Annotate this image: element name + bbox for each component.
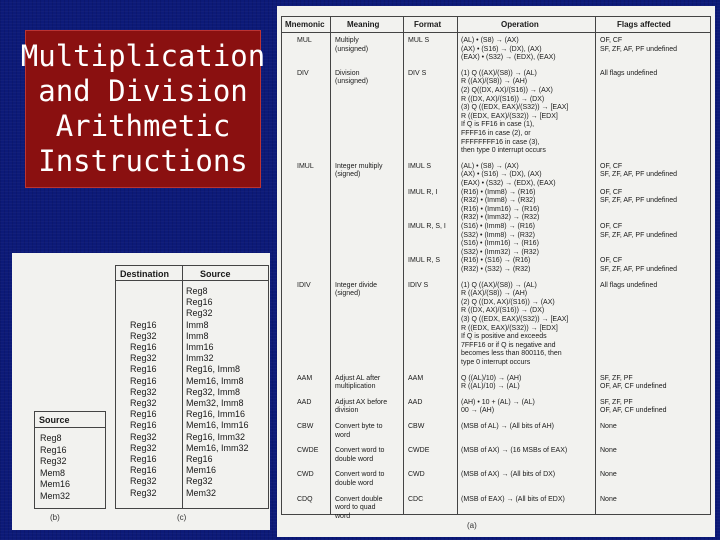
table-a-flags-cell: OF, CF: [600, 188, 623, 196]
table-a-mnemonic-cell: AAM: [297, 374, 313, 382]
table-a-format-cell: CBW: [408, 423, 425, 430]
table-a-flags-cell: SF, ZF, AF, PF undefined: [600, 266, 678, 273]
table-a-operation-cell: (1) Q ((AX)/(S8)) → (AL): [461, 281, 537, 289]
table-a-flags-cell: All flags undefined: [600, 69, 658, 77]
table-a-flags-cell: None: [600, 495, 617, 503]
table-a-operation-cell: (2) Q((DX, AX)/(S16)) → (AX): [461, 87, 553, 94]
table-c-source-cell: Mem16, Imm16: [186, 420, 249, 431]
table-a-operation-cell: (AX) • (S16) → (DX), (AX): [461, 45, 542, 53]
table-a-header-format: Format: [414, 20, 442, 29]
table-a-operation-cell: (3) Q ((EDX, EAX)/(S32)) → [EAX]: [461, 316, 569, 323]
table-a-meaning-cell: (signed): [335, 171, 361, 179]
table-c-header-source: Source: [200, 269, 231, 279]
table-c-destination-cell: Reg32: [130, 487, 157, 498]
table-c-destination-cell: Reg16: [130, 375, 157, 386]
table-a-header-operation: Operation: [501, 20, 539, 29]
table-c-source-cell: Reg16, Imm8: [186, 364, 241, 375]
table-c-destination-cell: Reg32: [130, 442, 157, 453]
table-a-format-cell: CDC: [408, 495, 424, 503]
table-a-meaning-cell: (signed): [335, 290, 361, 298]
table-a-operation-cell: 7FFF16 or if Q is negative and: [461, 341, 556, 349]
table-a-format-cell: AAM: [408, 374, 424, 382]
table-c-source-cell: Reg32: [186, 308, 213, 319]
table-a-format-cell: MUL S: [408, 37, 430, 44]
table-a-operation-cell: 00 → (AH): [461, 407, 495, 415]
table-a-operation-cell: (MSB of AL) → (All bits of AH): [461, 423, 554, 430]
table-b-source-cell: Reg32: [40, 456, 67, 466]
table-a-operation-cell: FFFFFFFF16 in case (3),: [461, 138, 540, 146]
table-c-source-cell: Reg16: [186, 297, 213, 308]
table-a-format-cell: IMUL R, S, I: [408, 223, 446, 230]
table-a-operation-cell: (AH) • 10 + (AL) → (AL): [461, 398, 535, 406]
table-c-destination-cell: Reg16: [130, 420, 157, 431]
table-a-flags-cell: SF, ZF, AF, PF undefined: [600, 197, 678, 205]
table-a-mnemonic-cell: IMUL: [297, 162, 314, 170]
table-a-operation-cell: (EAX) • (S32) → (EDX), (EAX): [461, 180, 556, 187]
table-a-flags-cell: OF, AF, CF undefined: [600, 407, 667, 415]
table-c-source-cell: Reg32: [186, 476, 213, 487]
table-a-mnemonic-cell: AAD: [297, 398, 312, 406]
table-a-meaning-cell: Adjust AL after: [335, 374, 381, 382]
table-c-source-cell: Mem32: [186, 487, 217, 498]
table-b-source-cell: Mem32: [40, 490, 71, 501]
table-a-header-meaning: Meaning: [347, 20, 380, 29]
table-c-destination-cell: Reg32: [130, 431, 157, 442]
table-a-meaning-cell: word: [335, 512, 351, 520]
table-a-operation-cell: (S32) • (Imm8) → (R32): [461, 231, 536, 239]
table-a-meaning-cell: division: [335, 407, 359, 415]
table-a-mnemonic-cell: MUL: [297, 37, 312, 44]
table-a-operation-cell: type 0 interrupt occurs: [461, 359, 531, 366]
table-c-destination-cell: Reg32: [130, 386, 157, 397]
table-a-operation-cell: If Q is positive and exceeds: [461, 333, 547, 341]
table-a-operation-cell: becomes less than 800116, then: [461, 350, 562, 358]
table-c-source-cell: Reg8: [186, 286, 208, 296]
table-a-meaning-cell: double word: [335, 455, 374, 463]
table-a-flags-cell: SF, ZF, AF, PF undefined: [600, 45, 678, 53]
right-table-image: [277, 6, 715, 537]
table-a-format-cell: IMUL R, S: [408, 257, 441, 265]
table-a-flags-cell: OF, AF, CF undefined: [600, 383, 667, 391]
table-a-operation-cell: (MSB of AX) → (16 MSBs of EAX): [461, 447, 568, 455]
table-a-meaning-cell: Convert word to: [335, 471, 385, 479]
table-a-operation-cell: (MSB of EAX) → (All bits of EDX): [461, 495, 565, 503]
table-c-destination-cell: Reg16: [130, 409, 157, 420]
table-a-flags-cell: SF, ZF, PF: [600, 374, 633, 382]
table-a-flags-cell: SF, ZF, AF, PF undefined: [600, 231, 678, 239]
table-a-operation-cell: (R32) • (Imm32) → (R32): [461, 214, 540, 222]
table-c-destination-cell: Reg16: [130, 454, 157, 464]
table-a-operation-cell: (1) Q ((AX)/(S8)) → (AL): [461, 69, 537, 77]
table-a-meaning-cell: Multiply: [335, 37, 359, 44]
table-a-operation-cell: (R32) • (Imm8) → (R32): [461, 197, 536, 205]
table-a-meaning-cell: Convert double: [335, 495, 383, 503]
table-c-source-cell: Mem16: [186, 465, 217, 476]
table-b-caption: (b): [50, 513, 60, 522]
table-a-meaning-cell: (unsigned): [335, 78, 369, 86]
table-c-source-cell: Imm8: [186, 319, 209, 330]
table-c-source-cell: Mem32, Imm8: [186, 398, 244, 408]
table-c-source-cell: Mem16, Imm32: [186, 442, 249, 453]
table-a-mnemonic-cell: IDIV: [297, 281, 311, 289]
table-a-mnemonic-cell: CWDE: [297, 447, 319, 455]
table-a-mnemonic-cell: DIV: [297, 69, 309, 77]
table-c-header-destination: Destination: [120, 269, 170, 279]
table-a-operation-cell: (MSB of AX) → (All bits of DX): [461, 471, 556, 479]
table-a-meaning-cell: (unsigned): [335, 45, 369, 53]
table-a-caption: (a): [467, 521, 477, 530]
table-a-meaning-cell: Convert word to: [335, 447, 385, 455]
table-a-format-cell: DIV S: [408, 69, 427, 77]
table-a-mnemonic-cell: CWD: [297, 471, 314, 479]
table-a-meaning-cell: word: [335, 431, 351, 439]
table-a-meaning-cell: Integer divide: [335, 281, 378, 289]
table-b-source-cell: Mem16: [40, 479, 71, 489]
table-a-format-cell: CWD: [408, 471, 425, 479]
table-a-operation-cell: R ((DX, AX)/(S16)) → (DX): [461, 95, 545, 103]
table-c-destination-cell: Reg32: [130, 330, 157, 341]
table-a-flags-cell: All flags undefined: [600, 281, 658, 289]
slide-title-box: [20, 30, 266, 188]
table-a-operation-cell: If Q is FF16 in case (1),: [461, 121, 535, 129]
table-c-source-cell: Reg16, Imm32: [186, 431, 246, 442]
table-a-format-cell: IMUL R, I: [408, 188, 438, 196]
table-a-meaning-cell: word to quad: [335, 504, 376, 512]
table-a-operation-cell: (3) Q ((EDX, EAX)/(S32)) → [EAX]: [461, 104, 569, 112]
table-c-destination-cell: Reg16: [130, 319, 157, 330]
table-a-flags-cell: OF, CF: [600, 257, 623, 265]
table-a-operation-cell: (AL) • (S8) → (AX): [461, 37, 519, 44]
table-a-flags-cell: OF, CF: [600, 37, 623, 44]
table-a-operation-cell: R ((EDX, EAX)/(S32)) → [EDX]: [461, 324, 558, 332]
table-a-operation-cell: (EAX) • (S32) → (EDX), (EAX): [461, 54, 556, 62]
table-c-destination-cell: Reg16: [130, 364, 157, 375]
table-a-meaning-cell: double word: [335, 480, 374, 487]
table-a-operation-cell: R ((EDX, EAX)/(S32)) → [EDX]: [461, 112, 558, 120]
table-a-flags-cell: OF, CF: [600, 223, 623, 230]
table-a-operation-cell: (2) Q ((DX, AX)/(S16)) → (AX): [461, 298, 555, 306]
table-c-destination-cell: Reg32: [130, 398, 157, 408]
table-a-meaning-cell: Convert byte to: [335, 423, 383, 430]
table-a-operation-cell: R ((AX)/(S8)) → (AH): [461, 78, 528, 86]
table-a-format-cell: IDIV S: [408, 281, 429, 289]
slide-title: Multiplication and Division Arithmetic Instructions: [20, 39, 266, 178]
table-b-source-cell: Reg16: [40, 444, 67, 455]
table-a-operation-cell: (R16) • (S16) → (R16): [461, 257, 531, 265]
table-a-operation-cell: Q ((AL)/10) → (AH): [461, 374, 522, 382]
table-a-operation-cell: (R32) • (S32) → (R32): [461, 266, 531, 273]
table-c-destination-cell: Reg16: [130, 342, 157, 352]
left-table-image: [12, 253, 270, 530]
table-c-source-cell: Reg16, Imm16: [186, 409, 246, 420]
table-a-format-cell: IMUL S: [408, 162, 432, 170]
table-a-operation-cell: (S16) • (Imm16) → (R16): [461, 240, 539, 248]
table-c-source-cell: Reg16: [186, 454, 213, 464]
table-b-source-cell: Reg8: [40, 433, 62, 443]
table-c-caption: (c): [177, 513, 187, 522]
table-a-operation-cell: then type 0 interrupt occurs: [461, 147, 546, 155]
table-a-operation-cell: (S32) • (Imm32) → (R32): [461, 248, 539, 256]
table-c-destination-cell: Reg16: [130, 465, 157, 476]
table-a-operation-cell: R ((AL)/10) → (AL): [461, 383, 520, 391]
table-a-operation-cell: (R16) • (Imm16) → (R16): [461, 205, 540, 213]
table-a-operation-cell: R ((DX, AX)/(S16)) → (DX): [461, 307, 545, 315]
table-a-meaning-cell: Division: [335, 69, 360, 77]
table-a-operation-cell: FFFF16 in case (2), or: [461, 130, 531, 137]
table-a-operation-cell: R ((AX)/(S8)) → (AH): [461, 290, 528, 298]
table-b-source-cell: Mem8: [40, 467, 66, 478]
table-c-source-cell: Reg32, Imm8: [186, 386, 241, 397]
table-a-mnemonic-cell: CDQ: [297, 495, 313, 503]
table-a-flags-cell: None: [600, 471, 617, 479]
table-b-header-source: Source: [39, 415, 70, 425]
table-c-source-cell: Imm8: [186, 330, 209, 341]
table-c-source-cell: Mem16, Imm8: [186, 375, 244, 386]
table-a-operation-cell: (AX) • (S16) → (DX), (AX): [461, 171, 542, 179]
table-a-flags-cell: OF, CF: [600, 162, 623, 170]
table-c-source-cell: Imm16: [186, 342, 214, 352]
table-a-format-cell: AAD: [408, 398, 423, 406]
table-a-header-mnemonic: Mnemonic: [285, 20, 325, 29]
table-a-flags-cell: None: [600, 447, 617, 455]
table-c-destination-cell: Reg32: [130, 353, 157, 364]
table-a-operation-cell: (S16) • (Imm8) → (R16): [461, 223, 536, 230]
table-a-flags-cell: None: [600, 423, 617, 430]
table-c-destination-cell: Reg32: [130, 476, 157, 487]
table-a-flags-cell: SF, ZF, PF: [600, 398, 633, 406]
table-a-mnemonic-cell: CBW: [297, 423, 314, 430]
table-a-meaning-cell: Integer multiply: [335, 162, 383, 170]
table-a-operation-cell: (AL) • (S8) → (AX): [461, 162, 519, 170]
table-a-flags-cell: SF, ZF, AF, PF undefined: [600, 171, 678, 179]
table-c-source-cell: Imm32: [186, 353, 214, 364]
table-a-format-cell: CWDE: [408, 447, 430, 455]
table-a-meaning-cell: Adjust AX before: [335, 398, 388, 406]
table-a-meaning-cell: multiplication: [335, 383, 376, 391]
table-a-header-flags: Flags affected: [617, 20, 671, 29]
table-a-operation-cell: (R16) • (Imm8) → (R16): [461, 188, 536, 196]
